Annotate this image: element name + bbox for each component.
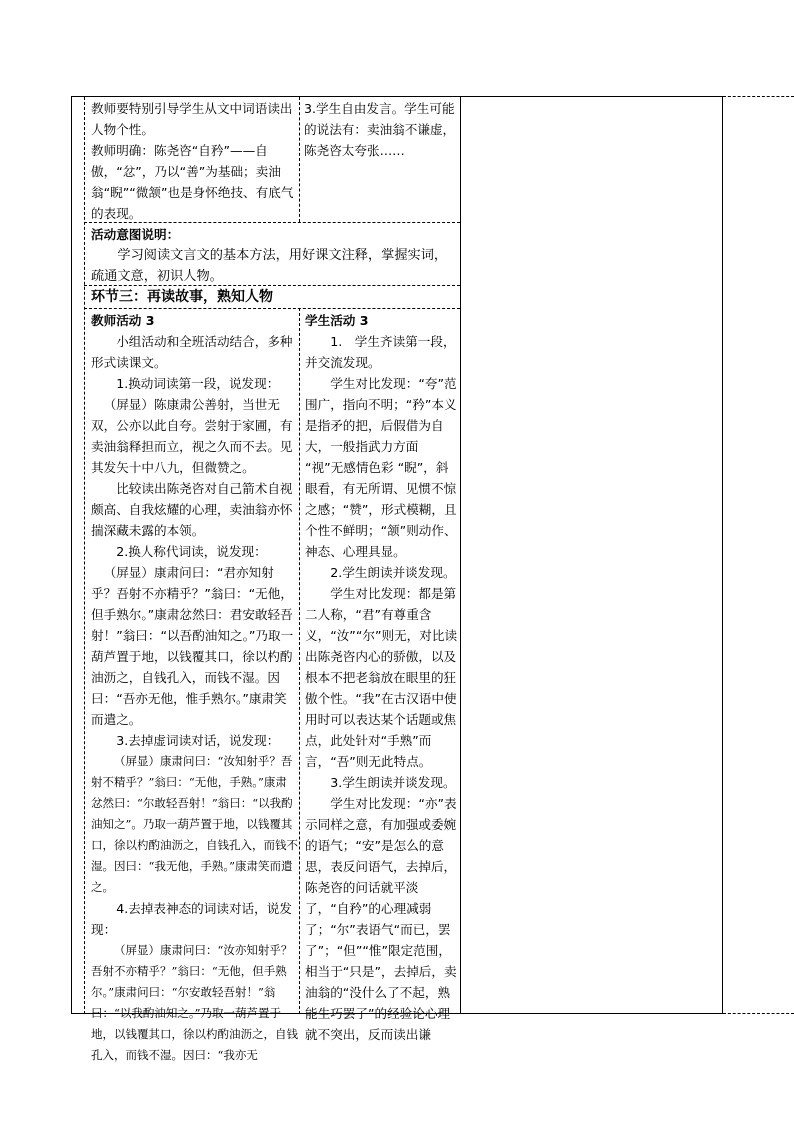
column-divider-mid-bottom [299, 308, 300, 1014]
teacher-step2-title: 2.换人称代词读，说发现： [116, 544, 267, 559]
student-activity-heading: 学生活动 3 [305, 313, 369, 328]
student-free-speech-text: 3.学生自由发言。学生可能的说法有：卖油翁不谦虚，陈尧咨太夸张…… [304, 101, 456, 158]
intent-cell [91, 224, 457, 284]
teacher-clarification-text: 教师明确：陈尧咨“自矜”——自傲，“忿”，乃以“善”为基础；卖油翁“睨”“微颔”也是身怀绝技、有底气的表现。 [91, 143, 294, 221]
student-activity-cell [305, 310, 458, 1042]
row-line-3 [84, 308, 460, 309]
student-step2-title: 2.学生朗读并谈发现。 [330, 565, 456, 580]
teacher-step1-text: （屏显）陈康肃公善射，当世无双，公亦以此自夸。尝射于家圃，有卖油翁释担而立，视之久而不去。见其发矢十中八九，但微赞之。 [91, 397, 293, 475]
intent-body: 学习阅读文言文的基本方法，用好课文注释，掌握实词，疏通文意，初识人物。 [91, 248, 448, 284]
page-margin-top-line [723, 96, 794, 97]
student-step2-text: 学生对比发现：都是第二人称，“君”有尊重含义，“汝”“尔”则无，对比读出陈尧咨内心的骄傲，以及根本不把老翁放在眼里的狂傲个性。“我”在古汉语中使用时可以表达某个话题或焦点，此处针对“手熟”而言，“吾”则无此特点。 [305, 586, 458, 769]
student-step1-text: 学生对比发现：“夸”范围广，指向不明；“矜”本义是指矛的把，后假借为自大，一般指武力方面 “视”无感情色彩 “睨”，斜眼看，有无所谓、见惯不惊之感；“赞”，形式模糊，且个性不鲜明；“颔”则动作、神态、心理具显。 [305, 376, 457, 559]
teacher-step4-text: （屏显）康肃问曰：“汝亦知射乎？吾射不亦精乎？”翁曰：“无他，但手熟尔。”康肃问曰：“尔安敢轻吾射！”翁曰：“以我酌油知之。”乃取一葫芦置于地，以钱覆其口，徐以杓酌油沥之，自钱孔入，而钱不湿。因曰：“我亦无 [91, 943, 298, 1062]
student-step3-text: 学生对比发现：“亦”表示同样之意，有加强或委婉的语气；“安”是怎么的意思，表反问语气，去掉后，陈尧咨的问话就平淡了，“自矜”的心理减弱了；“尔”表语气“而已，罢了”；“但”“惟”限定范围，相当于“只是”，去掉后，卖油翁的“没什么了不起，熟能生巧罢了”的经验论心理就不突出，反而读出谦 [305, 796, 457, 1042]
student-step3-title: 3.学生朗读并谈发现。 [330, 775, 456, 790]
teacher-activity-heading: 教师活动 3 [91, 313, 155, 328]
column-divider-mid-top [299, 97, 300, 222]
lesson-table [71, 96, 723, 1062]
teacher-step3-title: 3.去掉虚词读对话，说发现： [116, 733, 280, 748]
section-title: 环节三：再读故事，熟知人物 [91, 289, 273, 305]
teacher-activity-cell [91, 310, 298, 1062]
student-step1-title: 1. 学生齐读第一段，并交流发现。 [305, 334, 456, 370]
teacher-step2-text: （屏显）康肃问曰：“君亦知射乎？吾射不亦精乎？”翁曰：“无他，但手熟尔。”康肃忿然曰：君安敢轻吾射！”翁曰：“以吾酌油知之。”乃取一葫芦置于地，以钱覆其口，徐以杓酌油沥之，自钱孔入，而钱不湿。因曰：“吾亦无他，惟手熟尔。”康肃笑而遣之。 [91, 565, 294, 727]
column-divider-right [460, 97, 461, 1014]
teacher-step1-title: 1.换动词读第一段，说发现： [116, 376, 280, 391]
teacher-step4-title: 4.去掉表神态的词读对话，说发现： [91, 901, 292, 937]
intent-heading: 活动意图说明： [91, 227, 180, 242]
inner-margin-left [84, 97, 85, 1014]
top-right-cell [304, 98, 456, 221]
page-margin-bottom-line [723, 1013, 794, 1014]
top-left-cell [91, 98, 296, 221]
teacher-step1-compare: 比较读出陈尧咨对自己箭术自视颇高、自我炫耀的心理，卖油翁亦怀揣深藏未露的本领。 [91, 481, 293, 538]
teacher-step3-text: （屏显）康肃问曰：“汝知射乎？吾射不精乎？”翁曰：“无他，手熟。”康肃忿然曰：“尔敢轻吾射！”翁曰：“以我酌油知之”。乃取一葫芦置于地，以钱覆其口，徐以杓酌油沥之，自钱孔入，而钱不湿。因曰：“我无他，手熟。”康肃笑而遣之。 [91, 754, 298, 894]
teacher-guidance-text: 教师要特别引导学生从文中词语读出人物个性。 [91, 101, 293, 137]
teacher-intro: 小组活动和全班活动结合，多种形式读课文。 [91, 334, 293, 370]
